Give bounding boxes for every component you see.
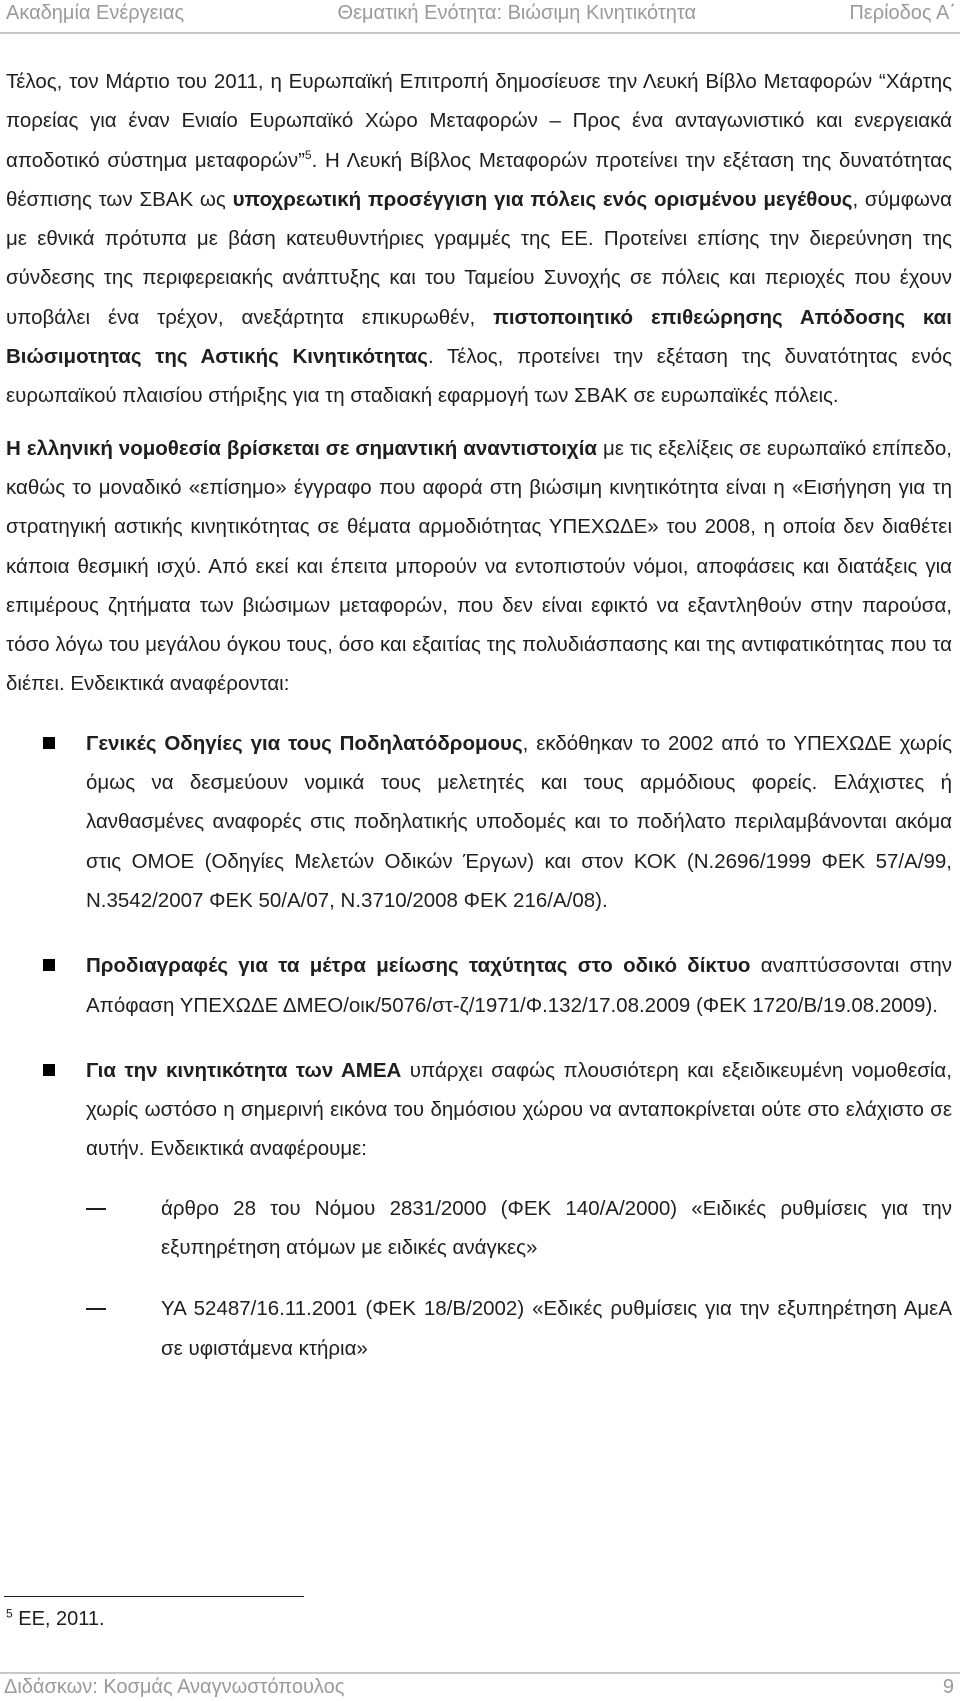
square-bullet-icon xyxy=(43,959,55,971)
dash-bullet-icon xyxy=(86,1308,106,1310)
page-number: 9 xyxy=(942,1676,954,1698)
amea-sublist xyxy=(86,1189,952,1368)
header-module: Θεματική Ενότητα: Βιώσιμη Κινητικότητα xyxy=(337,2,697,24)
footnote-ref: 5 xyxy=(304,147,312,162)
legislation-list xyxy=(6,724,952,1368)
page-footer xyxy=(0,1676,960,1701)
footnote-text: ΕΕ, 2011. xyxy=(12,1608,105,1630)
square-bullet-icon xyxy=(43,1064,55,1076)
footnote xyxy=(6,1607,105,1631)
list-item: Γενικές Οδηγίες για τους Ποδηλατόδρομους, εκδόθηκαν το 2002 από το ΥΠΕΧΩΔΕ χωρίς όμως να δεσμεύουν νομικά τους μελετητές και τους αρμόδιους φορείς. Ελάχιστες ή λανθασμένες αναφορές στις ποδηλατικής υποδομές και το ποδήλατο περιλαμβάνονται ακόμα στις ΟΜΟΕ (Οδηγίες Μελετών Οδικών Έργων) και στον ΚΟΚ (Ν.2696/1999 ΦΕΚ 57/Α/99, Ν.3542/2007 ΦΕΚ 50/Α/07, Ν.3710/2008 ΦΕΚ 216/Α/08). xyxy=(6,724,952,920)
list-item: Για την κινητικότητα των ΑΜΕΑ υπάρχει σαφώς πλουσιότερη και εξειδικευμένη νομοθεσία, χωρίς ωστόσο η σημερινή εικόνα του δημόσιου χώρου να ανταποκρίνεται ούτε στο ελάχιστο σε αυτήν. Ενδεικτικά αναφέρουμε: άρθρο 28 του Νόμου 2831/2000 (ΦΕΚ 140/Α/2000) «Ειδικές ρυθμίσεις για την εξυπηρέτηση ατόμων με ειδικές ανάγκες» ΥΑ 52487/16.11.2001 (ΦΕΚ 18/Β/2002) «Εδικές ρυθμίσεις για την εξυπηρέτηση ΑμεΑ σε υφιστάμενα κτήρια» xyxy=(6,1051,952,1368)
footnote-separator xyxy=(4,1596,304,1597)
footnote-number: 5 xyxy=(6,1606,13,1621)
dash-bullet-icon xyxy=(86,1208,106,1210)
footer-rule xyxy=(0,1672,960,1674)
list-item: Προδιαγραφές για τα μέτρα μείωσης ταχύτητας στο οδικό δίκτυο αναπτύσσονται στην Απόφαση ΥΠΕΧΩΔΕ ΔΜΕΟ/οικ/5076/στ-ζ/1971/Φ.132/17.08.2009 (ΦΕΚ 1720/Β/19.08.2009). xyxy=(6,946,952,1025)
header-academy: Ακαδημία Ενέργειας xyxy=(6,2,185,24)
paragraph-greek-legislation: Η ελληνική νομοθεσία βρίσκεται σε σημαντική αναντιστοιχία με τις εξελίξεις σε ευρωπαϊκό επίπεδο, καθώς το μοναδικό «επίσημο» έγγραφο που αφορά στη βιώσιμη κινητικότητα είναι η «Εισήγηση για τη στρατηγική αστικής κινητικότητας σε θέματα αρμοδιότητας ΥΠΕΧΩΔΕ» του 2008, η οποία δεν διαθέτει κάποια θεσμική ισχύ. Από εκεί και έπειτα μπορούν να εντοπιστούν νόμοι, αποφάσεις και διατάξεις για επιμέρους ζητήματα των βιώσιμων μεταφορών, που δεν είναι εφικτό να εξαντληθούν στην παρούσα, τόσο λόγω του μεγάλου όγκου τους, όσο και εξαιτίας της πολυδιάσπασης και της αντιφατικότητας που τα διέπει. Ενδεικτικά αναφέρονται: xyxy=(6,436,952,696)
sub-list-item: άρθρο 28 του Νόμου 2831/2000 (ΦΕΚ 140/Α/2000) «Ειδικές ρυθμίσεις για την εξυπηρέτηση ατόμων με ειδικές ανάγκες» xyxy=(86,1189,952,1268)
paragraph-white-paper: Τέλος, τον Μάρτιο του 2011, η Ευρωπαϊκή Επιτροπή δημοσίευσε την Λευκή Βίβλο Μεταφορών “Χάρτης πορείας για έναν Ενιαίο Ευρωπαϊκό Χώρο Μεταφορών – Προς ένα ανταγωνιστικό και ενεργειακά αποδοτικό σύστημα μεταφορών”$^5$. Η Λευκή Βίβλος Μεταφορών προτείνει την εξέταση της δυνατότητας θέσπισης των ΣΒΑΚ ως υποχρεωτική προσέγγιση για πόλεις ενός ορισμένου μεγέθους, σύμφωνα με εθνικά πρότυπα με βάση κατευθυντήριες γραμμές της ΕΕ. Προτείνει επίσης την διερεύνηση της σύνδεσης της περιφερειακής ανάπτυξης και του Ταμείου Συνοχής σε πόλεις και περιοχές που έχουν υποβάλει ένα τρέχον, ανεξάρτητα επικυρωθέν, πιστοποιητικό επιθεώρησης Απόδοσης και Βιώσιμοτητας της Αστικής Κινητικότητας. Τέλος, προτείνει την εξέταση της δυνατότητας ενός ευρωπαϊκού πλαισίου στήριξης για τη σταδιακή εφαρμογή των ΣΒΑΚ σε ευρωπαϊκές πόλεις. xyxy=(6,70,953,408)
header-rule xyxy=(0,32,960,34)
square-bullet-icon xyxy=(43,737,55,749)
sub-list-item: ΥΑ 52487/16.11.2001 (ΦΕΚ 18/Β/2002) «Εδικές ρυθμίσεις για την εξυπηρέτηση ΑμεΑ σε υφιστάμενα κτήρια» xyxy=(86,1289,952,1368)
footer-instructor: Διδάσκων: Κοσμάς Αναγνωστόπουλος xyxy=(4,1676,345,1698)
document-body xyxy=(6,62,952,1394)
page-header xyxy=(0,0,960,30)
header-period: Περίοδος Α΄ xyxy=(849,2,956,24)
